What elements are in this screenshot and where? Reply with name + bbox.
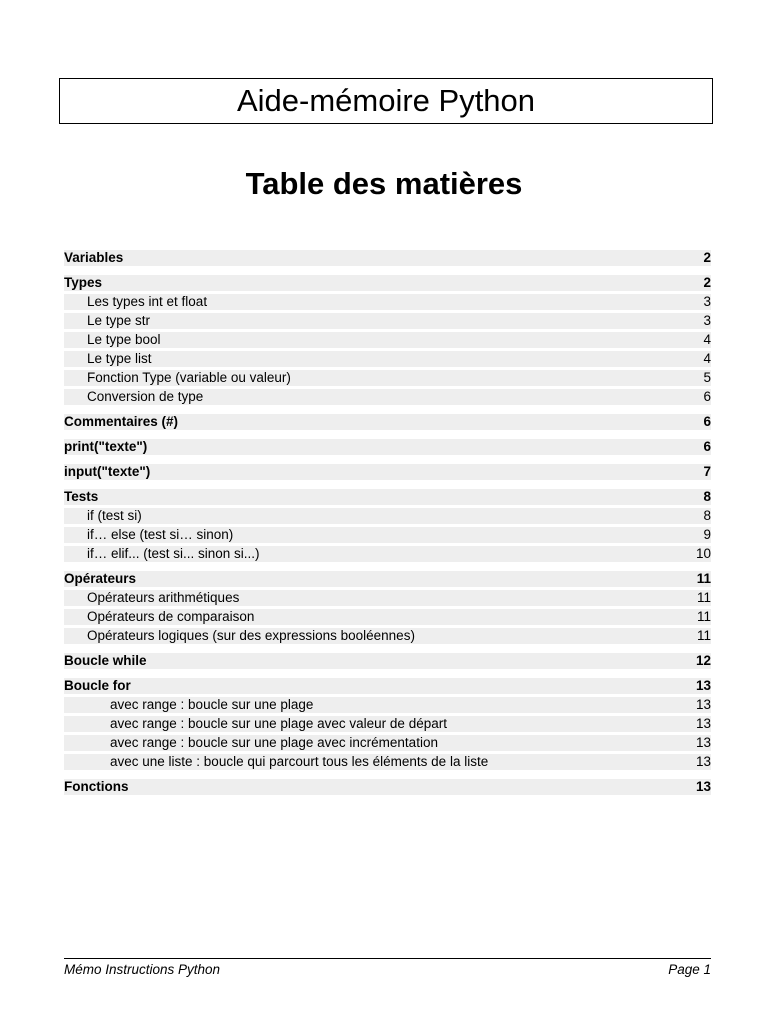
toc-entry-title: Opérateurs [64,571,137,586]
toc-entry-page: 11 [696,571,711,586]
toc-entry-title: Opérateurs logiques (sur des expressions booléennes) [87,628,415,643]
toc-entry-page: 2 [703,250,711,265]
toc-entry-page: 13 [695,716,711,731]
toc-entry-title: if (test si) [87,508,142,523]
toc-entry-title: Le type list [87,351,152,366]
toc-entry[interactable] [64,464,711,480]
toc-entry-page: 11 [696,609,711,624]
toc-entry-page: 12 [695,653,711,668]
toc-entry[interactable] [64,414,711,430]
toc-entry-title: Opérateurs arithmétiques [87,590,240,605]
toc-entry-page: 8 [703,489,711,504]
toc-entry[interactable] [64,609,711,625]
toc-entry-title: if… else (test si… sinon) [87,527,234,542]
toc-entry-page: 13 [695,779,711,794]
toc-entry-page: 7 [703,464,711,479]
toc-entry-page: 2 [703,275,711,290]
toc-entry-title: Types [64,275,103,290]
toc-entry[interactable] [64,546,711,562]
toc-entry[interactable] [64,571,711,587]
toc-entry-page: 4 [703,332,711,347]
toc-entry-page: 3 [703,294,711,309]
toc-entry-title: Boucle for [64,678,131,693]
toc-entry-title: avec range : boucle sur une plage [110,697,314,712]
toc-entry-page: 3 [703,313,711,328]
toc-entry[interactable] [64,275,711,291]
toc-entry-page: 13 [695,754,711,769]
toc-entry-page: 9 [703,527,711,542]
toc-entry[interactable] [64,508,711,524]
footer-title: Mémo Instructions Python [64,962,221,977]
toc-entry[interactable] [64,527,711,543]
toc-entry[interactable] [64,351,711,367]
toc-entry[interactable] [64,754,711,770]
toc-entry-title: Fonction Type (variable ou valeur) [87,370,291,385]
toc-entry-title: if… elif... (test si... sinon si...) [87,546,260,561]
toc-entry-page: 8 [703,508,711,523]
toc-entry-page: 6 [703,414,711,429]
toc-entry[interactable] [64,294,711,310]
toc-entry-title: Tests [64,489,99,504]
toc-entry[interactable] [64,439,711,455]
toc-entry[interactable] [64,735,711,751]
toc-entry[interactable] [64,678,711,694]
toc-entry-title: Fonctions [64,779,129,794]
toc-entry-title: Les types int et float [87,294,208,309]
toc-entry-title: Conversion de type [87,389,204,404]
toc-entry[interactable] [64,653,711,669]
toc-entry[interactable] [64,489,711,505]
toc-entry-title: Commentaires (#) [64,414,179,429]
document-title-box [59,78,713,124]
toc-entry[interactable] [64,779,711,795]
toc-entry-page: 4 [703,351,711,366]
toc-entry[interactable] [64,370,711,386]
toc-entry-page: 11 [696,590,711,605]
toc-entry-page: 5 [703,370,711,385]
toc-entry[interactable] [64,628,711,644]
toc-entry-title: avec range : boucle sur une plage avec valeur de départ [110,716,447,731]
toc-entry[interactable] [64,590,711,606]
toc-entry[interactable] [64,697,711,713]
toc-entry-page: 13 [695,678,711,693]
toc-entry-title: print("texte") [64,439,148,454]
toc-entry-page: 10 [695,546,711,561]
page-footer [64,958,711,977]
toc-entry-title: avec une liste : boucle qui parcourt tous les éléments de la liste [110,754,489,769]
toc-entry[interactable] [64,313,711,329]
toc-entry-title: avec range : boucle sur une plage avec incrémentation [110,735,438,750]
toc-entry-title: Variables [64,250,124,265]
toc-entry-page: 6 [703,389,711,404]
toc-entry-title: Opérateurs de comparaison [87,609,255,624]
toc-entry-title: Le type str [87,313,151,328]
table-of-contents [64,250,711,798]
toc-heading: Table des matières [245,166,523,201]
toc-entry-title: input("texte") [64,464,151,479]
toc-entry-page: 11 [696,628,711,643]
toc-entry-page: 13 [695,735,711,750]
toc-entry-title: Le type bool [87,332,161,347]
footer-page-number: Page 1 [668,962,711,977]
toc-entry[interactable] [64,332,711,348]
document-title: Aide-mémoire Python [236,83,536,118]
toc-entry[interactable] [64,716,711,732]
toc-entry[interactable] [64,250,711,266]
toc-entry[interactable] [64,389,711,405]
toc-entry-title: Boucle while [64,653,147,668]
toc-entry-page: 6 [703,439,711,454]
toc-entry-page: 13 [695,697,711,712]
